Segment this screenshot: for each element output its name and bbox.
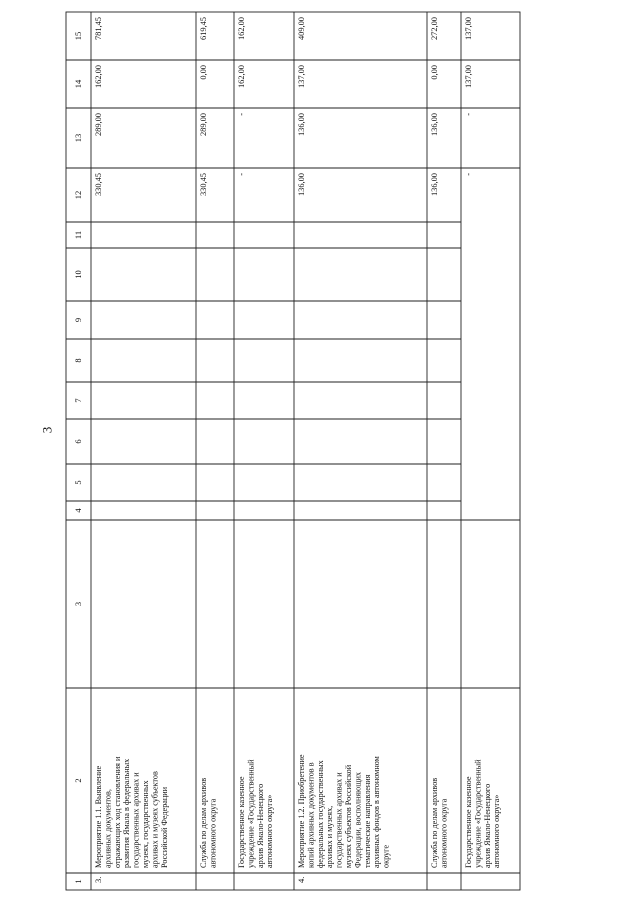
column-header-6: 6 [73,439,83,444]
column-header-10: 10 [73,270,83,279]
cell-v15: 162,00 [237,17,246,41]
cell-v14: 162,00 [94,65,103,89]
column-header-8: 8 [73,358,83,363]
cell-name-line: Служба по делам архивов [430,777,439,868]
cell-name-line: Мероприятие 1.1. Выявление [94,765,103,868]
cell-name-line: округе [381,844,391,868]
column-header-5: 5 [73,480,83,485]
column-header-4: 4 [73,508,83,513]
cell-v14: 162,00 [237,65,246,89]
cell-name-line: Государственное казенное [464,776,473,868]
cell-name-line: Служба по делам архивов [199,777,208,868]
cell-name-line: отражающих ход становления и [112,756,122,868]
cell-name-line: автономного округа» [265,794,275,868]
cell-name-line: государственных архивах и [131,772,141,868]
column-header-3: 3 [73,601,83,607]
table-border [66,12,520,890]
column-header-11: 11 [73,230,83,240]
cell-name-line: музеях, государственных [141,780,150,868]
cell-name-line: автономного округа [208,798,218,868]
cell-name-line: учреждение «Государственный [246,759,256,868]
cell-name-line: Федерации, восполняющих [353,772,363,868]
column-header-14: 14 [73,79,83,89]
cell-v12: 330,45 [199,173,208,197]
cell-v13: - [237,113,246,116]
cell-v15: 137,00 [464,17,473,41]
cell-name-line: Государственное казенное [237,776,246,868]
column-header-15: 15 [73,31,83,41]
cell-name-line: Российской Федерации [159,786,169,868]
cell-name-line: архивных фондов в автономном [372,756,382,868]
column-header-1: 1 [73,879,83,884]
row-number: 4. [296,876,306,883]
cell-v14: 0,00 [199,65,208,80]
cell-v14: 0,00 [430,65,439,80]
cell-name-line: Мероприятие 1.2. Приобретение [297,754,306,868]
cell-name-line: архивных документов, [103,789,113,868]
cell-name-line: архив Ямало-Ненецкого [482,783,492,868]
row-number: 3. [93,876,103,883]
cell-name-line: государственных архивах и [334,772,344,868]
column-header-9: 9 [73,317,83,323]
cell-v13: - [464,113,473,116]
cell-name-line: развития Ямала в федеральных [122,758,132,868]
page-number: 3 [39,426,55,434]
cell-name-line: федеральных государственных [315,760,325,868]
cell-name-line: копий архивных документов в [306,762,316,868]
cell-v14: 137,00 [297,65,306,89]
cell-v12: 136,00 [430,173,439,197]
cell-name-line: архивах и музеях, [325,805,335,868]
cell-v15: 409,00 [297,17,306,41]
column-header-7: 7 [73,398,83,403]
cell-v15: 619,45 [199,17,208,41]
cell-name-line: архивах и музеях субъектов [150,771,160,868]
table-grid [66,12,520,890]
cell-v13: 289,00 [199,113,208,137]
cell-v13: 289,00 [94,113,103,137]
cell-v15: 272,00 [430,17,439,41]
cell-v12: - [464,173,473,176]
cell-v14: 137,00 [464,65,473,89]
cell-v12: 330,45 [94,173,103,197]
cell-name-line: музеях субъектов Российской [344,764,353,868]
cell-name-line: автономного округа [439,798,449,868]
cell-v15: 781,45 [94,17,103,41]
cell-v12: 136,00 [297,173,306,197]
cell-v12: - [237,173,246,176]
cell-name-line: тематические направления [362,774,372,868]
cell-name-line: автономного округа» [492,794,502,868]
column-header-2: 2 [73,778,83,783]
cell-name-line: учреждение «Государственный [473,759,483,868]
column-header-13: 13 [73,133,83,143]
cell-v13: 136,00 [297,113,306,137]
column-header-12: 12 [73,190,83,200]
cell-v13: 136,00 [430,113,439,137]
cell-name-line: архив Ямало-Ненецкого [255,783,265,868]
